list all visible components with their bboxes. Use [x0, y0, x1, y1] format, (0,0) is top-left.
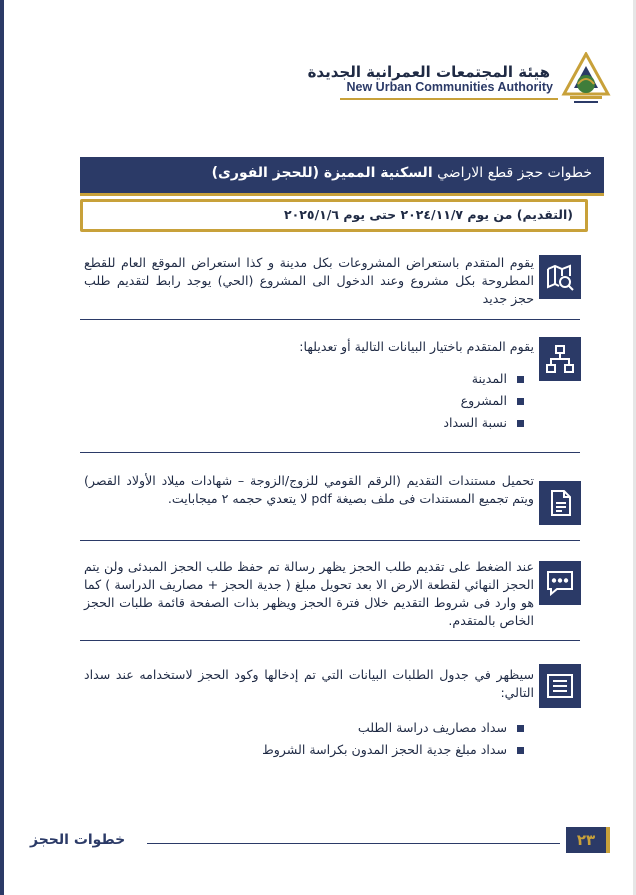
- nuca-logo: [560, 52, 612, 108]
- list-item: سداد مصاريف دراسة الطلب: [262, 717, 524, 739]
- document-icon: [545, 488, 575, 518]
- list-item: سداد مبلغ جدية الحجز المدون بكراسة الشروط: [262, 739, 524, 761]
- separator-2: [80, 452, 580, 453]
- step-1-icon-box: [539, 255, 581, 299]
- list-item: المشروع: [443, 390, 524, 412]
- page-title: [212, 165, 592, 181]
- step-4-text: عند الضغط على تقديم طلب الحجز يظهر رسالة تم حفظ طلب الحجز المبدئى ولن يتم الحجز النهائي لقطعة الارض الا بعد تحويل مبلغ ( جدية الحجز + مصاريف الدراسة ) كما هو وارد فى شروط التقديم خلال فترة الحجز ويظهر بذات الصفحة قائمة طلبات الحجز الخاص بالمتقدم.: [84, 559, 534, 628]
- step-2-text: يقوم المتقدم باختيار البيانات التالية أو تعديلها:: [299, 339, 534, 354]
- title-highlight: السكنية المميزة (للحجز الفورى): [211, 165, 433, 181]
- step-3-icon-box: [539, 481, 581, 525]
- step-1-text: يقوم المتقدم باستعراض المشروعات بكل مدينة و كذا استعراض الموقع العام للقطع المطروحة بكل مشروع وعند الدخول الى المشروع (الحي) يوجد رابط لتقديم طلب حجز جديد: [84, 255, 534, 306]
- step-5-icon-box: [539, 664, 581, 708]
- step-4-icon-box: [539, 561, 581, 605]
- chat-icon: [545, 568, 575, 598]
- org-name-arabic: هيئة المجتمعات العمرانية الجديدة: [307, 63, 550, 81]
- list-icon: [545, 671, 575, 701]
- date-range-box: [80, 199, 588, 232]
- page-number: ٢٣: [566, 827, 610, 853]
- list-item: نسبة السداد: [443, 412, 524, 434]
- footer-section-title: خطوات الحجز: [30, 832, 126, 848]
- title-prefix: خطوات حجز قطع الاراضي: [432, 165, 592, 181]
- step-3-text: تحميل مستندات التقديم (الرقم القومي للزوج/الزوجة – شهادات ميلاد الأولاد القصر) ويتم تجميع المستندات فى ملف بصيغة pdf لا يتعدي حجمه ٢ ميجابايت.: [84, 473, 534, 506]
- separator-4: [80, 640, 580, 641]
- header-gold-rule: [340, 98, 558, 100]
- footer-rule: [147, 843, 560, 844]
- separator-1: [80, 319, 580, 320]
- step-5-bullet-list: [262, 717, 524, 761]
- org-name-english: New Urban Communities Authority: [346, 80, 553, 94]
- step-5-text: سيظهر في جدول الطلبات البيانات التي تم إدخالها وكود الحجز لاستخدامه عند سداد التالي:: [84, 667, 534, 700]
- page-title-band: [80, 157, 604, 196]
- hierarchy-icon: [545, 344, 575, 374]
- step-2-icon-box: [539, 337, 581, 381]
- separator-3: [80, 540, 580, 541]
- left-edge-bar: [0, 0, 4, 895]
- list-item: المدينة: [443, 368, 524, 390]
- step-2-bullet-list: [443, 368, 524, 434]
- date-range-text: (التقديم) من يوم ٢٠٢٤/١١/٧ حتى يوم ٢٠٢٥/١/٦: [284, 207, 573, 222]
- map-search-icon: [545, 262, 575, 292]
